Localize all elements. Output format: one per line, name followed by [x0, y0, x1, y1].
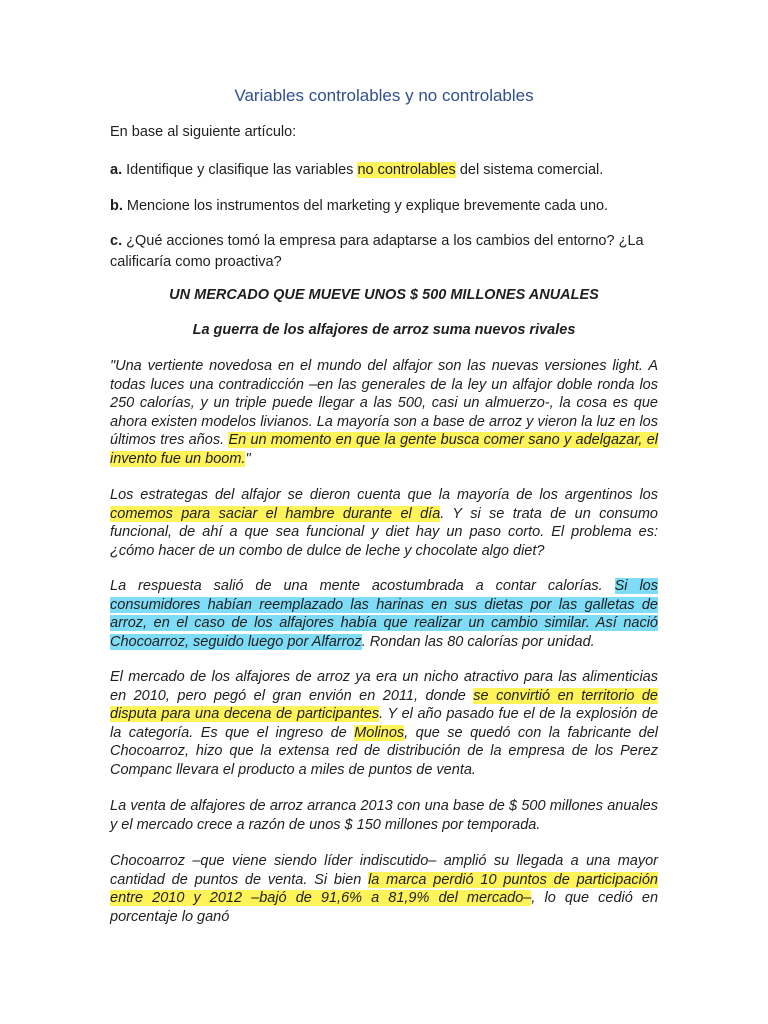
paragraph-3-text-end: . Rondan las 80 calorías por unidad.: [361, 633, 595, 650]
article-paragraph-1: [110, 357, 658, 469]
question-b-label: b.: [110, 198, 123, 214]
paragraph-3-text: La respuesta salió de una mente acostumbrada a contar calorías.: [110, 578, 615, 594]
paragraph-2-highlight: comemos para saciar el hambre durante el día: [110, 505, 441, 522]
paragraph-3-highlight: Si los consumidores habían reemplazado las harinas en sus dietas por las galletas de arroz, en el caso de los alfajores había que realizar un cambio similar. Así nació Chocoarroz, seguido luego por Alfarroz: [110, 578, 658, 650]
question-a-label: a.: [110, 162, 123, 178]
document-title: Variables controlables y no controlables: [234, 86, 534, 105]
paragraph-2-text-end: . Y si se trata de un consumo funcional, de ahí a que sea funcional y diet hay un paso corto. El problema es: ¿cómo hacer de un combo de dulce de leche y chocolate algo diet?: [110, 505, 658, 559]
article-paragraph-6: [110, 852, 658, 926]
article-paragraph-4: [110, 668, 658, 780]
paragraph-6-text-end: , lo que cedió en porcentaje lo ganó: [110, 890, 659, 925]
paragraph-2-text: Los estrategas del alfajor se dieron cuenta que la mayoría de los argentinos los: [110, 487, 658, 503]
paragraph-1-highlight: En un momento en que la gente busca comer sano y adelgazar, el invento fue un boom.: [110, 432, 658, 467]
paragraph-4-text: El mercado de los alfajores de arroz ya era un nicho atractivo para las alimenticias en 2010, pero pegó el gran envión en 2011, donde: [110, 669, 658, 704]
question-a-text-end: del sistema comercial.: [455, 162, 604, 178]
paragraph-4-highlight-2: Molinos: [354, 724, 405, 741]
paragraph-1-text: "Una vertiente novedosa en el mundo del alfajor son las nuevas versiones light. A todas luces una contradicción –en las generales de la ley un alfajor doble ronda los 250 calorías, y un triple puede llegar a las 500, casi un almuerzo-, la cosa es que ahora existen modelos livianos. La mayoría son a base de arroz y vieron la luz en los últimos tres años.: [110, 358, 658, 449]
paragraph-4-text-mid: . Y el año pasado fue el de la explosión de la categoría. Es que el ingreso de: [110, 706, 659, 741]
article-headline: UN MERCADO QUE MUEVE UNOS $ 500 MILLONES ANUALES: [169, 287, 599, 303]
question-a-highlight: no controlables: [357, 162, 456, 178]
question-b-text: Mencione los instrumentos del marketing y explique brevemente cada uno.: [122, 198, 609, 214]
paragraph-4-text-end: , que se quedó con la fabricante del Chocoarroz, hizo que la extensa red de distribución de la empresa de los Perez Companc llevara el producto a miles de puntos de venta.: [110, 724, 658, 778]
question-a: [110, 160, 670, 181]
paragraph-6-highlight: la marca perdió 10 puntos de participación entre 2010 y 2012 –bajó de 91,6% a 81,9% del mercado–: [110, 871, 658, 907]
article-paragraph-3: [110, 577, 658, 651]
question-a-text: Identifique y clasifique las variables: [122, 162, 358, 178]
question-c-label: c.: [110, 233, 123, 249]
article-paragraph-5: La venta de alfajores de arroz arranca 2013 con una base de $ 500 millones anuales y el mercado crece a razón de unos $ 150 millones por temporada.: [110, 798, 658, 833]
paragraph-6-text: Chocoarroz –que viene siendo líder indiscutido– amplió su llegada a una mayor cantidad de puntos de venta. Si bien: [110, 853, 658, 888]
intro-text: En base al siguiente artículo:: [110, 124, 297, 140]
paragraph-1-end: ": [245, 450, 251, 467]
question-b: [110, 196, 670, 217]
article-paragraph-2: [110, 486, 658, 560]
question-c: [110, 231, 670, 273]
question-c-text: ¿Qué acciones tomó la empresa para adaptarse a los cambios del entorno? ¿La calificaría como proactiva?: [110, 233, 644, 270]
paragraph-4-highlight-1: se convirtió en territorio de disputa para una decena de participantes: [110, 687, 659, 723]
article-subheadline: La guerra de los alfajores de arroz suma nuevos rivales: [192, 322, 576, 338]
